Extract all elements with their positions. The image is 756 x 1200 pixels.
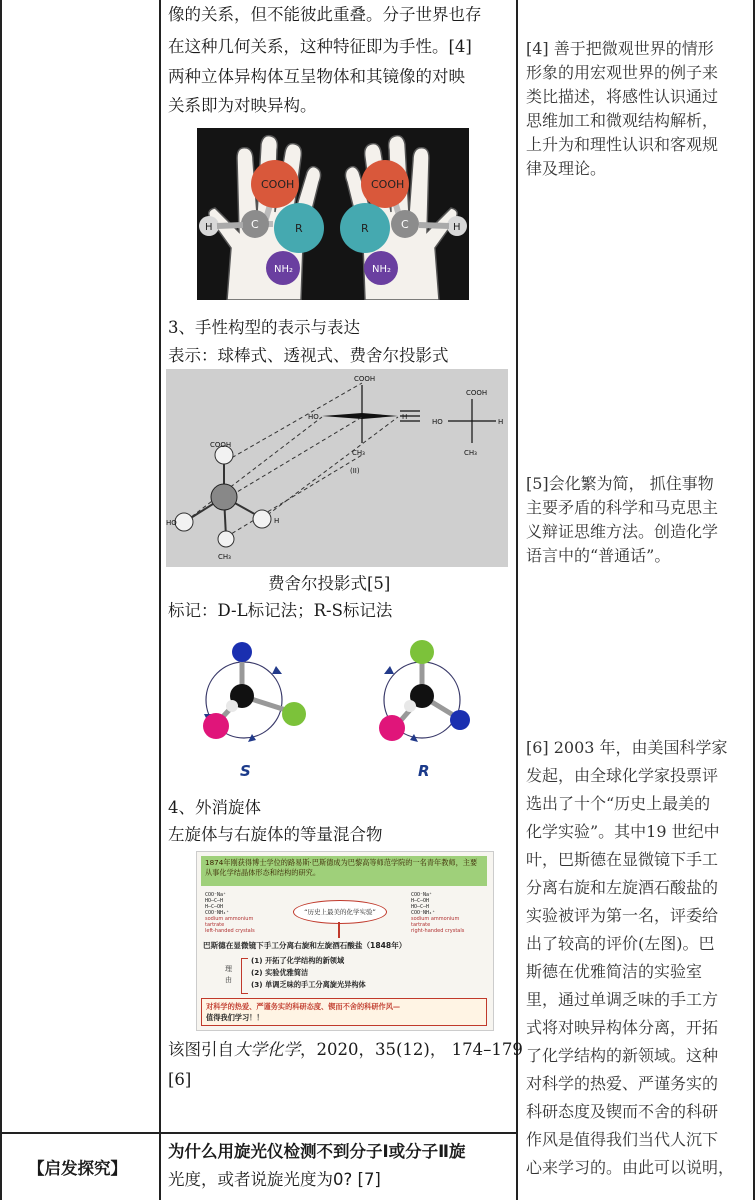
right-salt-type: tartrate bbox=[411, 922, 431, 928]
note-line: 选出了十个“历史上最美的 bbox=[526, 794, 711, 813]
pasteur-top-banner bbox=[201, 856, 487, 886]
section-4-heading: 4、外消旋体 bbox=[168, 798, 261, 817]
left-salt-hand: left-handed crystals bbox=[205, 928, 255, 934]
note-line: 语言中的“普通话”。 bbox=[526, 546, 671, 565]
note-line: 义辩证思维方法。创造化学 bbox=[526, 522, 719, 541]
pasteur-bottom-line-2: 值得我们学习！！ bbox=[206, 1013, 264, 1022]
note-line: 叶，巴斯德在显微镜下手工 bbox=[526, 850, 719, 869]
h-label-left: H bbox=[205, 222, 213, 233]
reason-item: (1) 开拓了化学结构的新领域 bbox=[251, 956, 345, 965]
pasteur-bottom-box bbox=[201, 998, 487, 1026]
nh2-label-left: NH₂ bbox=[274, 264, 294, 275]
r-label-right: R bbox=[361, 222, 369, 235]
representation-line: 表示：球棒式、透视式、费舍尔投影式 bbox=[168, 346, 449, 365]
row-label-inquiry: 【启发探究】 bbox=[28, 1159, 127, 1178]
racemate-definition: 左旋体与右旋体的等量混合物 bbox=[168, 825, 383, 844]
column-divider-2 bbox=[516, 0, 518, 1200]
cooh-label-right: COOH bbox=[371, 178, 405, 191]
right-salt-hand: right-handed crystals bbox=[411, 928, 465, 934]
table-border-right bbox=[753, 0, 755, 1200]
r-label-left: R bbox=[295, 222, 303, 235]
fischer-projection-diagram bbox=[166, 369, 508, 567]
reason-label: 理由 bbox=[225, 965, 232, 984]
chiral-hands-illustration bbox=[197, 128, 469, 300]
ballstick-ho-label: HO bbox=[166, 519, 177, 527]
note-line: 形象的用宏观世界的例子来 bbox=[526, 63, 719, 82]
note-line: 了化学结构的新领域。这种 bbox=[526, 1046, 719, 1065]
note-line: 作风是值得我们当代人沉下 bbox=[526, 1130, 719, 1149]
intro-line: 像的关系，但不能彼此重叠。分子世界也存 bbox=[168, 5, 482, 24]
note-line: [4] 善于把微观世界的情形 bbox=[526, 39, 714, 58]
bubble-pointer bbox=[338, 922, 340, 938]
fischer-projection-figure bbox=[166, 369, 508, 567]
cooh-label-left: COOH bbox=[261, 178, 295, 191]
row-divider bbox=[0, 1132, 518, 1134]
fischer-caption: 费舍尔投影式[5] bbox=[268, 574, 391, 593]
intro-line: 两种立体异构体互呈物体和其镜像的对映 bbox=[168, 67, 465, 86]
note-line: 发起，由全球化学家投票评 bbox=[526, 766, 719, 785]
reasons-bracket bbox=[241, 958, 248, 994]
pasteur-experiment-title: 巴斯德在显微镜下手工分离右旋和左旋酒石酸盐（1848年） bbox=[203, 941, 407, 950]
note-line: 出了较高的评价(左图)。巴 bbox=[526, 934, 715, 953]
fischer-ho-label: HO bbox=[308, 413, 319, 421]
note-line: [5]会化繁为简， 抓住事物 bbox=[526, 474, 714, 493]
note-line: 斯德在优雅简洁的实验室 bbox=[526, 962, 703, 981]
note-line: 类比描述，将感性认识通过 bbox=[526, 87, 719, 106]
fischer-roman-label: (II) bbox=[350, 467, 360, 475]
nh2-label-right: NH₂ bbox=[372, 264, 392, 275]
s-label: S bbox=[240, 762, 251, 780]
reason-item: (2) 实验优雅简洁 bbox=[251, 968, 309, 977]
note-line: [6] 2003 年，由美国科学家 bbox=[526, 738, 728, 757]
intro-line: 在这种几何关系，这种特征即为手性。[4] bbox=[168, 37, 472, 56]
note-line: 分离右旋和左旋酒石酸盐的 bbox=[526, 878, 719, 897]
citation-journal: 大学化学 bbox=[234, 1040, 300, 1059]
table-border-left bbox=[0, 0, 2, 1200]
citation bbox=[168, 1037, 523, 1063]
note-line: 对科学的热爱、严谨务实的 bbox=[526, 1074, 719, 1093]
citation-ref: [6] bbox=[168, 1070, 192, 1089]
note-line: 主要矛盾的科学和马克思主 bbox=[526, 498, 719, 517]
marking-line: 标记：D-L标记法；R-S标记法 bbox=[168, 601, 393, 620]
citation-prefix: 该图引自 bbox=[168, 1040, 234, 1059]
intro-line: 关系即为对映异构。 bbox=[168, 96, 317, 115]
fischer-h-label: H bbox=[402, 413, 408, 421]
column-divider-1 bbox=[159, 0, 161, 1200]
note-line: 思维加工和微观结构解析， bbox=[526, 111, 719, 130]
rs-configuration-diagram bbox=[196, 630, 486, 780]
pasteur-top-text: 1874年刚获得博士学位的路易斯·巴斯德成为巴黎高等师范学院的一名青年教师，主要从事化学结晶体形态和结构的研究。 bbox=[205, 858, 478, 877]
left-salt-structure: COO⁻Na⁺ HO—C—H H—C—OH COO⁻NH₄⁺ sodium ammonium tartrate left-handed crystals bbox=[205, 892, 275, 934]
pasteur-bottom-line-1: 对科学的热爱、严谨务实的科研态度、锲而不舍的科研作风— bbox=[206, 1002, 401, 1011]
fischer-h-cross: H bbox=[498, 418, 504, 426]
beautiful-experiment-bubble: “历史上最美的化学实验” bbox=[293, 900, 387, 924]
c-label-left: C bbox=[251, 218, 259, 231]
fischer-ch3-cross: CH₃ bbox=[464, 449, 477, 457]
citation-rest: ，2020，35(12)， 174–179 bbox=[300, 1040, 523, 1059]
right-salt-structure: COO⁻Na⁺ H—C—OH HO—C—H COO⁻NH₄⁺ sodium ammonium tartrate right-handed crystals bbox=[411, 892, 487, 934]
left-salt-name: sodium ammonium bbox=[205, 916, 254, 922]
reason-item: (3) 单调乏味的手工分离旋光异构体 bbox=[251, 980, 366, 989]
c-label-right: C bbox=[401, 218, 409, 231]
section-3-heading: 3、手性构型的表示与表达 bbox=[168, 318, 360, 337]
ballstick-ch3-label: CH₃ bbox=[218, 553, 231, 561]
pasteur-reasons-box bbox=[225, 956, 425, 996]
fischer-ho-cross: HO bbox=[432, 418, 443, 426]
note-line: 化学实验”。其中19 世纪中 bbox=[526, 822, 720, 841]
pasteur-figure bbox=[196, 851, 494, 1031]
note-line: 式将对映异构体分离，开拓 bbox=[526, 1018, 719, 1037]
r-label: R bbox=[418, 762, 430, 780]
rs-configuration-figure bbox=[196, 630, 486, 780]
ballstick-cooh-label: COOH bbox=[210, 441, 232, 449]
inquiry-question-line: 光度，或者说旋光度为0? [7] bbox=[168, 1170, 381, 1189]
chiral-hands-figure bbox=[197, 128, 469, 300]
note-line: 心来学习的。由此可以说明， bbox=[526, 1158, 735, 1177]
note-line: 上升为和理性认识和客观规 bbox=[526, 135, 719, 154]
note-line: 律及理论。 bbox=[526, 159, 607, 178]
right-salt-name: sodium ammonium bbox=[411, 916, 460, 922]
h-label-right: H bbox=[453, 222, 461, 233]
fischer-ch3-top: CH₃ bbox=[352, 449, 365, 457]
inquiry-question-line: 为什么用旋光仪检测不到分子Ⅰ或分子Ⅱ旋 bbox=[168, 1142, 466, 1161]
note-line: 科研态度及锲而不舍的科研 bbox=[526, 1102, 719, 1121]
note-line: 里，通过单调乏味的手工方 bbox=[526, 990, 719, 1009]
fischer-cooh-top: COOH bbox=[354, 375, 376, 383]
left-salt-type: tartrate bbox=[205, 922, 225, 928]
ballstick-h-label: H bbox=[274, 517, 280, 525]
note-line: 实验被评为第一名，评委给 bbox=[526, 906, 719, 925]
fischer-cooh-cross: COOH bbox=[466, 389, 488, 397]
